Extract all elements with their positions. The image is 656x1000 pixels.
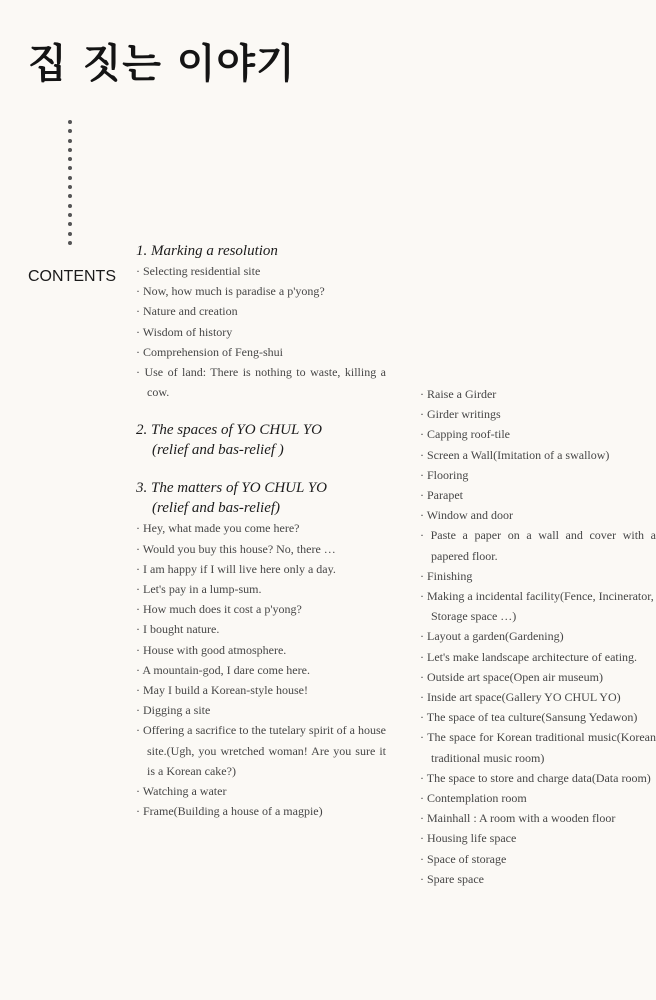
list-item: · Digging a site — [136, 700, 386, 720]
section-heading-title: 3. The matters of YO CHUL YO — [136, 480, 328, 497]
list-item: · The space of tea culture(Sansung Yedawon) — [420, 707, 656, 727]
contents-label: CONTENTS — [28, 268, 116, 285]
list-item: · Let's pay in a lump-sum. — [136, 579, 386, 599]
list-item: · Parapet — [420, 485, 656, 505]
list-item: · Comprehension of Feng-shui — [136, 342, 386, 362]
list-item: · Layout a garden(Gardening) — [420, 626, 656, 646]
list-item: · Hey, what made you come here? — [136, 518, 386, 538]
list-item: · Spare space — [420, 869, 656, 889]
list-item: · Flooring — [420, 465, 656, 485]
list-item: · How much does it cost a p'yong? — [136, 599, 386, 619]
section-heading: 1. Marking a resolution — [136, 243, 278, 259]
list-item: · Space of storage — [420, 849, 656, 869]
list-item: · Wisdom of history — [136, 322, 386, 342]
list-item: · Let's make landscape architecture of eating. — [420, 647, 656, 667]
list-item: · Use of land: There is nothing to waste, killing a cow. — [136, 362, 386, 402]
list-item: · Now, how much is paradise a p'yong? — [136, 281, 386, 301]
list-item: · I bought nature. — [136, 619, 386, 639]
list-item: · Screen a Wall(Imitation of a swallow) — [420, 445, 656, 465]
list-item: · Paste a paper on a wall and cover with a papered floor. — [420, 525, 656, 565]
list-item: · The space to store and charge data(Data room) — [420, 768, 656, 788]
list-item: · Would you buy this house? No, there … — [136, 539, 386, 559]
list-item: · Mainhall : A room with a wooden floor — [420, 808, 656, 828]
contents-left-column — [136, 241, 386, 821]
list-item: · Capping roof-tile — [420, 424, 656, 444]
list-item: · Selecting residential site — [136, 261, 386, 281]
list-item: · Making a incidental facility(Fence, Incinerator, Storage space …) — [420, 586, 656, 626]
section-heading — [136, 420, 386, 460]
list-item: · Inside art space(Gallery YO CHUL YO) — [420, 687, 656, 707]
list-item: · Nature and creation — [136, 301, 386, 321]
list-item: · Girder writings — [420, 404, 656, 424]
page-title: 집 짓는 이야기 — [28, 41, 296, 87]
section-heading — [136, 478, 386, 518]
list-item: · House with good atmosphere. — [136, 640, 386, 660]
list-item: · I am happy if I will live here only a day. — [136, 559, 386, 579]
list-item: · Window and door — [420, 505, 656, 525]
section-subheading: (relief and bas-relief) — [152, 500, 281, 517]
list-item: · A mountain-god, I dare come here. — [136, 660, 386, 680]
list-item: · Finishing — [420, 566, 656, 586]
section-heading-title: 2. The spaces of YO CHUL YO — [136, 422, 322, 439]
contents-right-column — [420, 384, 656, 889]
list-item: · Outside art space(Open air museum) — [420, 667, 656, 687]
list-item: · Housing life space — [420, 828, 656, 848]
list-item: · Offering a sacrifice to the tutelary spirit of a house site.(Ugh, you wretched woman! Are you sure it is a Korean cake?) — [136, 720, 386, 781]
list-item: · Frame(Building a house of a magpie) — [136, 801, 386, 821]
list-item: · The space for Korean traditional music(Korean traditional music room) — [420, 727, 656, 767]
section-subheading: (relief and bas-relief ) — [152, 442, 284, 459]
list-item: · Contemplation room — [420, 788, 656, 808]
list-item: · Raise a Girder — [420, 384, 656, 404]
list-item: · May I build a Korean-style house! — [136, 680, 386, 700]
list-item: · Watching a water — [136, 781, 386, 801]
dotted-divider — [68, 120, 72, 245]
